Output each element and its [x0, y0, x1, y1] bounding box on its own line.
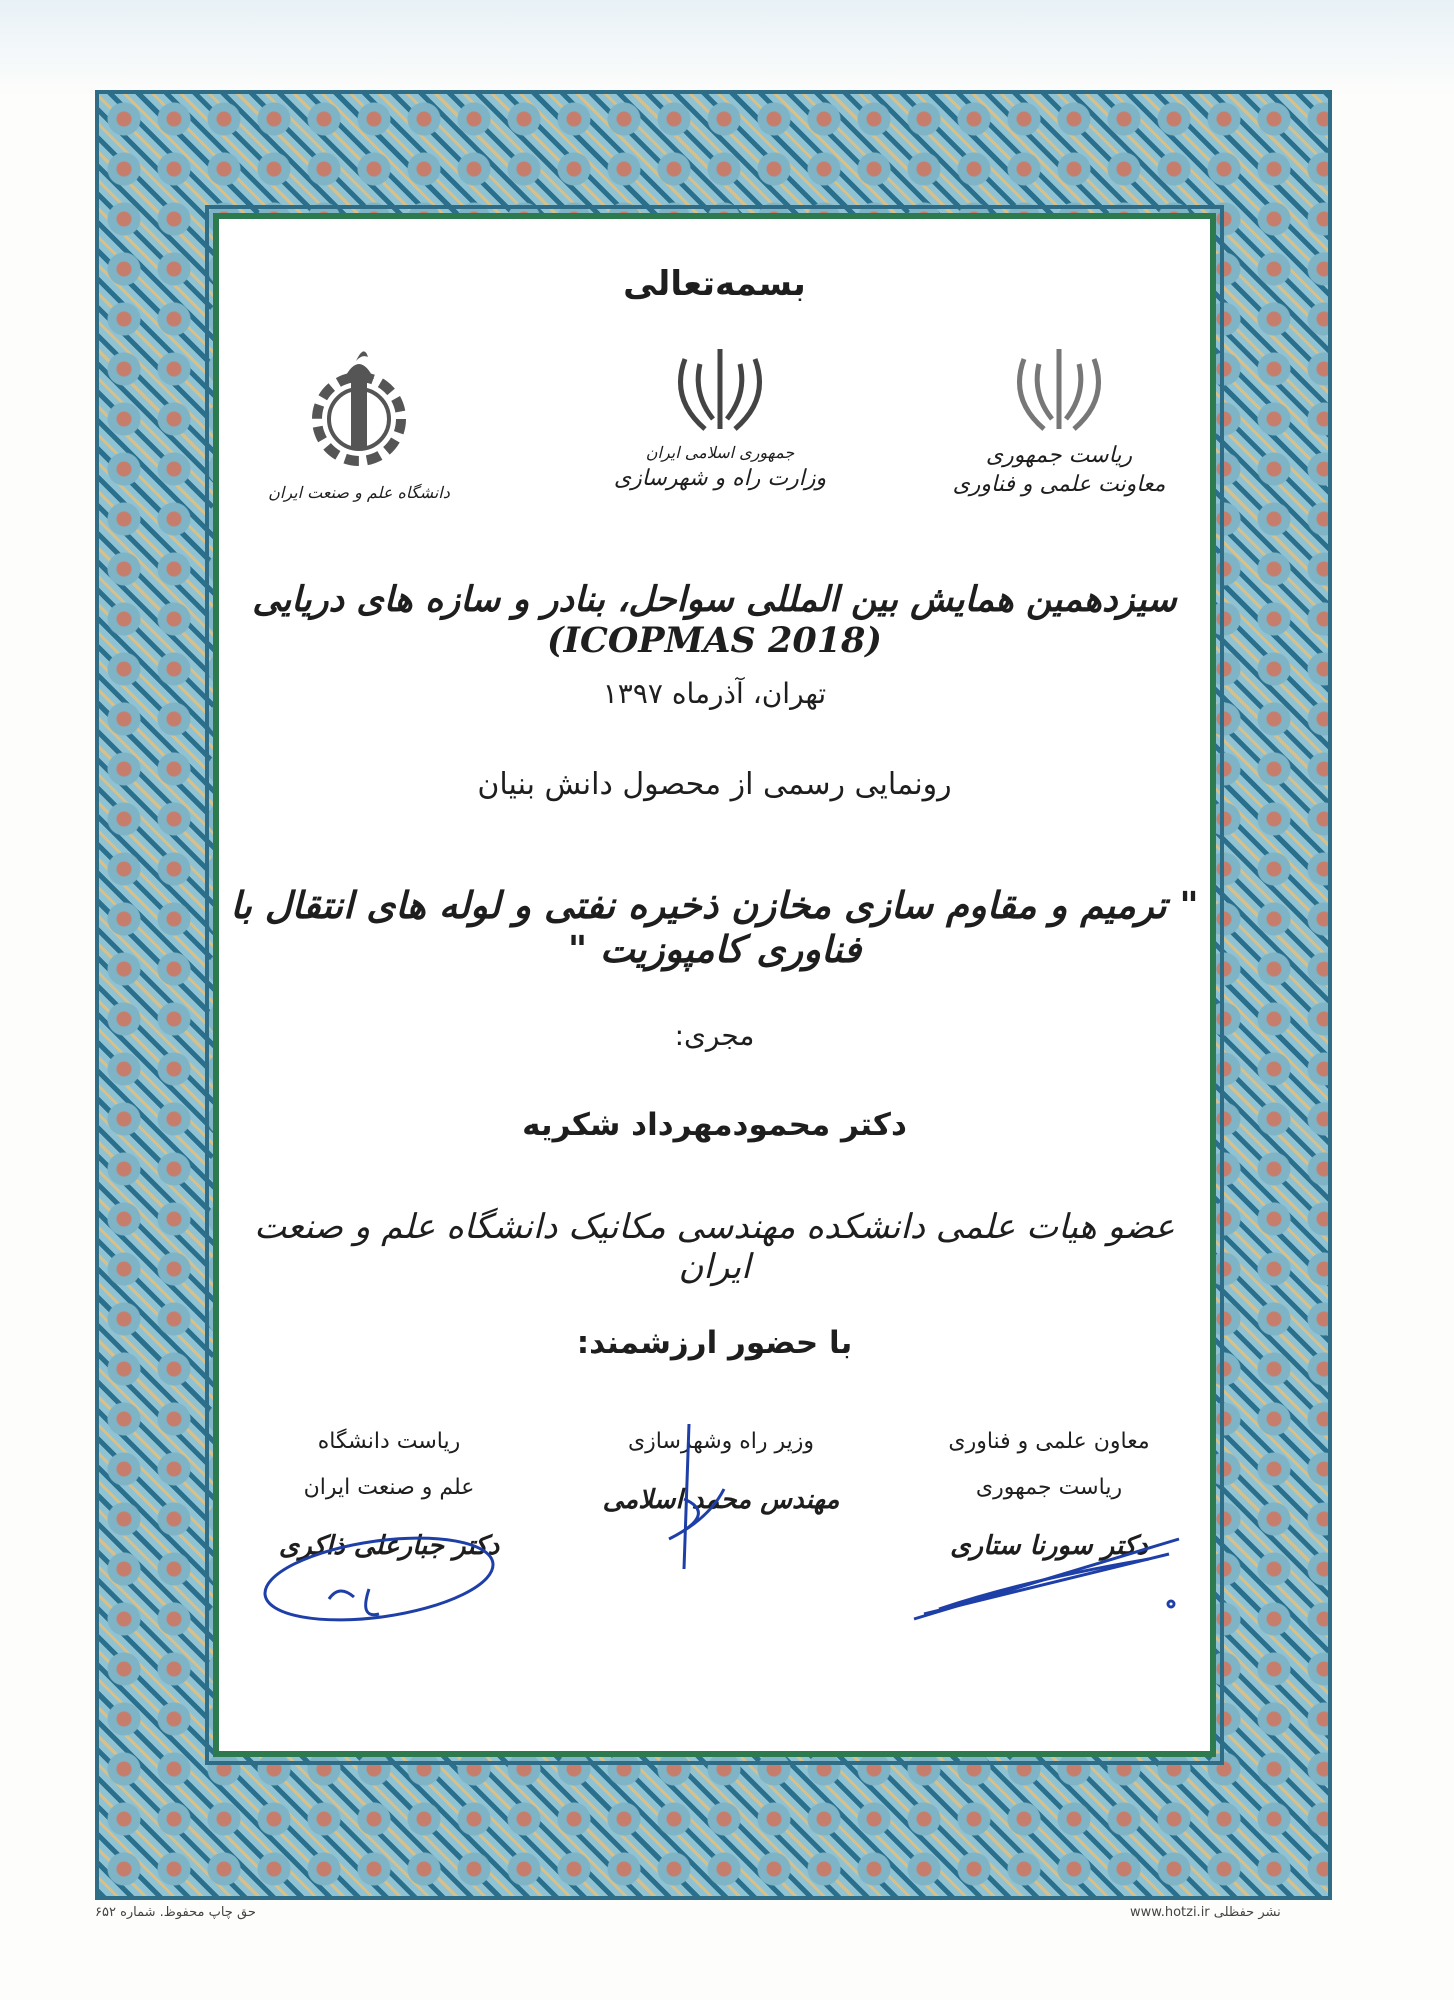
- gear-torch-icon: [284, 339, 434, 479]
- date-location: تهران، آذرماه ۱۳۹۷: [602, 677, 827, 710]
- executor-name: دکتر محمودمهرداد شکریه: [522, 1107, 907, 1143]
- ministry-logo: [600, 339, 840, 491]
- dignitary-title: وزیر راه وشهرسازی: [627, 1429, 815, 1454]
- dignitary-title-line2: ریاست جمهوری: [975, 1475, 1123, 1500]
- executor-affiliation: عضو هیات علمی دانشکده مهندسی مکانیک دانشگاه علم و صنعت ایران: [254, 1207, 1175, 1287]
- dignitary-title: ریاست دانشگاه: [317, 1429, 461, 1454]
- conference-title: سیزدهمین همایش بین المللی سواحل، بنادر و سازه های دریایی (ICOPMAS 2018): [252, 579, 1177, 661]
- unveiling-line: رونمایی رسمی از محصول دانش بنیان: [477, 767, 952, 802]
- footer-publisher: www.hotzi.ir نشر حفظلی: [1130, 1905, 1281, 1920]
- executor-label: مجری:: [674, 1019, 755, 1052]
- ministry-logo-line2: وزارت راه و شهرسازی: [613, 466, 827, 491]
- signature-university-president: [259, 1519, 519, 1629]
- iran-emblem-icon: [665, 339, 775, 439]
- footer-copyright: حق چاپ محفوظ. شماره ۶۵۲: [95, 1905, 256, 1920]
- vice-presidency-logo: [939, 339, 1179, 497]
- dignitary-signature-name: دکتر سورنا ستاری: [950, 1531, 1148, 1561]
- dignitary-signature-name: مهندس محمد اسلامی: [602, 1485, 840, 1515]
- university-logo: [239, 339, 479, 502]
- ministry-logo-line1: جمهوری اسلامی ایران: [645, 443, 795, 462]
- dignitary-title-line2: علم و صنعت ایران: [303, 1475, 475, 1500]
- dignitary-signature-name: دکتر جبارعلی ذاکری: [278, 1531, 500, 1561]
- university-logo-caption: دانشگاه علم و صنعت ایران: [268, 483, 450, 502]
- heading: بسمه‌تعالی: [623, 264, 806, 304]
- presence-label: با حضور ارزشمند:: [576, 1325, 853, 1361]
- vice-presidency-line1: ریاست جمهوری: [985, 443, 1133, 468]
- vice-presidency-line2: معاونت علمی و فناوری: [952, 472, 1166, 497]
- signature-minister: [629, 1419, 749, 1579]
- product-title: " ترمیم و مقاوم سازی مخازن ذخیره نفتی و لوله های انتقال با فناوری کامپوزیت ": [230, 883, 1199, 971]
- certificate-panel: [213, 213, 1216, 1757]
- scan-background: [0, 0, 1454, 96]
- dignitary-title: معاون علمی و فناوری: [948, 1429, 1150, 1454]
- iran-emblem-icon: [1004, 339, 1114, 439]
- signature-vice-president: [909, 1519, 1199, 1629]
